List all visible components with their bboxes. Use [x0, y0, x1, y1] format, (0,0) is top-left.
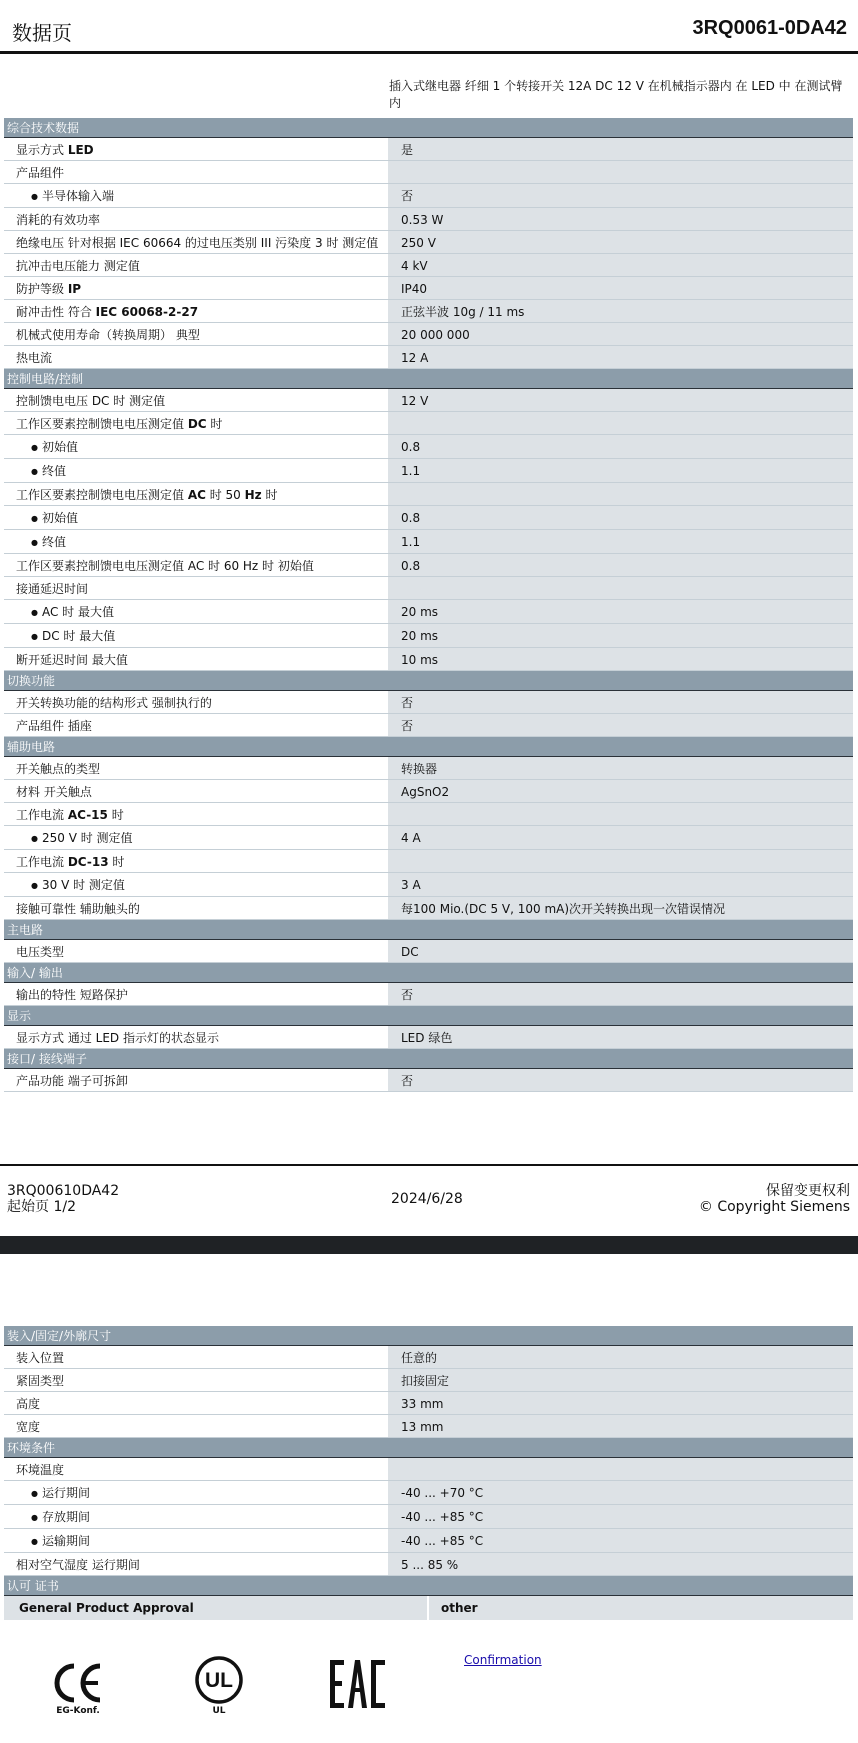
row-value: 4 A [388, 826, 853, 849]
row-label: 控制馈电电压 DC 时 测定值 [4, 389, 388, 411]
row-label: 电压类型 [4, 940, 388, 962]
table-row [4, 1392, 853, 1415]
row-value: AgSnO2 [388, 780, 853, 802]
row-value: 否 [388, 1069, 853, 1091]
row-value: 1.1 [388, 530, 853, 553]
row-value: 否 [388, 714, 853, 736]
row-value: 0.8 [388, 506, 853, 529]
row-label: 显示方式 LED [4, 138, 388, 160]
page-footer [0, 1164, 858, 1226]
row-label: ● 终值 [4, 459, 388, 482]
table-row [4, 600, 853, 624]
table-row [4, 1346, 853, 1369]
row-label: 工作区要素控制馈电电压测定值 AC 时 60 Hz 时 初始值 [4, 554, 388, 576]
table-row [4, 1369, 853, 1392]
row-label: 产品组件 插座 [4, 714, 388, 736]
row-label: 断开延迟时间 最大值 [4, 648, 388, 670]
row-label: ● 存放期间 [4, 1505, 388, 1528]
section-header-general: 综合技术数据 [4, 118, 853, 138]
table-row [4, 873, 853, 897]
row-value [388, 1458, 853, 1480]
row-label: 工作区要素控制馈电电压测定值 AC 时 50 Hz 时 [4, 483, 388, 505]
table-row [4, 435, 853, 459]
cert-col-general: General Product Approval [4, 1596, 429, 1620]
table-row [4, 850, 853, 873]
spec-table-page2 [4, 1326, 853, 1620]
row-label: 热电流 [4, 346, 388, 368]
row-label: 接触可靠性 辅助触头的 [4, 897, 388, 919]
section-header-control: 控制电路/控制 [4, 369, 853, 389]
row-label: 相对空气湿度 运行期间 [4, 1553, 388, 1575]
row-value: 0.8 [388, 554, 853, 576]
page-header [0, 0, 858, 54]
row-label: 显示方式 通过 LED 指示灯的状态显示 [4, 1026, 388, 1048]
table-row [4, 412, 853, 435]
row-value [388, 483, 853, 505]
row-label: ● 初始值 [4, 506, 388, 529]
table-row [4, 780, 853, 803]
table-row [4, 897, 853, 920]
table-row [4, 277, 853, 300]
row-label: 抗冲击电压能力 测定值 [4, 254, 388, 276]
row-value: DC [388, 940, 853, 962]
table-row [4, 530, 853, 554]
row-value: -40 ... +85 °C [388, 1505, 853, 1528]
ce-mark-icon [48, 1658, 108, 1718]
row-label: 工作区要素控制馈电电压测定值 DC 时 [4, 412, 388, 434]
section-header-switching: 切换功能 [4, 671, 853, 691]
row-label: 紧固类型 [4, 1369, 388, 1391]
row-value: 3 A [388, 873, 853, 896]
row-value: LED 绿色 [388, 1026, 853, 1048]
row-label: ● 初始值 [4, 435, 388, 458]
table-row [4, 940, 853, 963]
cert-col-other: other [441, 1601, 478, 1615]
row-label: ● 终值 [4, 530, 388, 553]
section-header-display: 显示 [4, 1006, 853, 1026]
eac-mark-icon [328, 1658, 388, 1710]
footer-rights: 保留变更权利 [766, 1183, 850, 1199]
row-value: 否 [388, 691, 853, 713]
table-row [4, 323, 853, 346]
row-label: 开关触点的类型 [4, 757, 388, 779]
section-header-cert: 认可 证书 [4, 1576, 853, 1596]
row-label: 产品功能 端子可拆卸 [4, 1069, 388, 1091]
table-row [4, 757, 853, 780]
table-row [4, 1553, 853, 1576]
row-label: 宽度 [4, 1415, 388, 1437]
row-value: 33 mm [388, 1392, 853, 1414]
table-row [4, 1415, 853, 1438]
row-value: 20 ms [388, 600, 853, 623]
page-separator [0, 1236, 858, 1254]
section-header-aux: 辅助电路 [4, 737, 853, 757]
ul-mark-icon [193, 1654, 245, 1718]
footer-code: 3RQ00610DA42 [7, 1183, 120, 1199]
row-value: 5 ... 85 % [388, 1553, 853, 1575]
table-row [4, 714, 853, 737]
row-label: 输出的特性 短路保护 [4, 983, 388, 1005]
row-label: 机械式使用寿命（转换周期） 典型 [4, 323, 388, 345]
row-value: 否 [388, 983, 853, 1005]
ce-caption: EG-Konf. [56, 1706, 100, 1716]
table-row [4, 389, 853, 412]
approval-logos [0, 1652, 858, 1742]
footer-copyright: © Copyright Siemens [698, 1199, 850, 1215]
table-row [4, 506, 853, 530]
product-code: 3RQ0061-0DA42 [692, 17, 847, 39]
row-label: 材料 开关触点 [4, 780, 388, 802]
footer-left [7, 1183, 119, 1215]
row-label: 开关转换功能的结构形式 强制执行的 [4, 691, 388, 713]
table-row [4, 231, 853, 254]
table-row [4, 691, 853, 714]
table-row [4, 1505, 853, 1529]
table-row [4, 624, 853, 648]
row-label: 环境温度 [4, 1458, 388, 1480]
row-value [388, 161, 853, 183]
section-header-mount: 装入/固定/外廓尺寸 [4, 1326, 853, 1346]
row-value: 转换器 [388, 757, 853, 779]
row-value: 20 000 000 [388, 323, 853, 345]
table-row [4, 1069, 853, 1092]
table-row [4, 208, 853, 231]
row-value: 20 ms [388, 624, 853, 647]
row-value: -40 ... +85 °C [388, 1529, 853, 1552]
confirmation-link[interactable]: Confirmation [464, 1653, 542, 1667]
table-row [4, 554, 853, 577]
row-value: 1.1 [388, 459, 853, 482]
section-header-main: 主电路 [4, 920, 853, 940]
row-label: 防护等级 IP [4, 277, 388, 299]
row-label: 耐冲击性 符合 IEC 60068-2-27 [4, 300, 388, 322]
table-row [4, 184, 853, 208]
section-header-env: 环境条件 [4, 1438, 853, 1458]
row-value: 0.53 W [388, 208, 853, 230]
row-label: 工作电流 AC-15 时 [4, 803, 388, 825]
row-value [388, 412, 853, 434]
row-label: ● 运行期间 [4, 1481, 388, 1504]
row-value: 10 ms [388, 648, 853, 670]
footer-date: 2024/6/28 [391, 1191, 463, 1207]
table-row [4, 1481, 853, 1505]
table-row [4, 138, 853, 161]
section-header-interface: 接口/ 接线端子 [4, 1049, 853, 1069]
row-value: 每100 Mio.(DC 5 V, 100 mA)次开关转换出现一次错误情况 [388, 897, 853, 919]
table-row [4, 648, 853, 671]
spec-table-page1 [4, 118, 853, 1092]
cert-table-header [4, 1596, 853, 1620]
footer-right [699, 1183, 850, 1215]
product-description: 插入式继电器 纤细 1 个转接开关 12A DC 12 V 在机械指示器内 在 LED 中 在测试臂内 [389, 79, 843, 110]
table-row [4, 161, 853, 184]
table-row [4, 1026, 853, 1049]
row-value: 0.8 [388, 435, 853, 458]
table-row [4, 577, 853, 600]
row-value: 250 V [388, 231, 853, 253]
row-value: 12 A [388, 346, 853, 368]
table-row [4, 1529, 853, 1553]
row-label: 高度 [4, 1392, 388, 1414]
row-label: 绝缘电压 针对根据 IEC 60664 的过电压类别 III 污染度 3 时 测定值 [4, 231, 388, 253]
row-label: 装入位置 [4, 1346, 388, 1368]
table-row [4, 803, 853, 826]
row-value [388, 803, 853, 825]
row-value: 正弦半波 10g / 11 ms [388, 300, 853, 322]
section-header-io: 输入/ 输出 [4, 963, 853, 983]
footer-page: 起始页 1/2 [7, 1199, 76, 1215]
table-row [4, 346, 853, 369]
row-label: 消耗的有效功率 [4, 208, 388, 230]
row-label: 接通延迟时间 [4, 577, 388, 599]
row-label: ● AC 时 最大值 [4, 600, 388, 623]
svg-text:UL: UL [205, 1669, 233, 1692]
table-row [4, 826, 853, 850]
ul-caption: UL [212, 1706, 226, 1716]
row-label: ● 250 V 时 测定值 [4, 826, 388, 849]
row-value: 13 mm [388, 1415, 853, 1437]
table-row [4, 1458, 853, 1481]
row-value: 任意的 [388, 1346, 853, 1368]
table-row [4, 983, 853, 1006]
row-value: 4 kV [388, 254, 853, 276]
row-label: ● 运输期间 [4, 1529, 388, 1552]
row-label: 产品组件 [4, 161, 388, 183]
table-row [4, 254, 853, 277]
table-row [4, 300, 853, 323]
row-label: 工作电流 DC-13 时 [4, 850, 388, 872]
row-value [388, 850, 853, 872]
page-title: 数据页 [12, 21, 72, 45]
table-row [4, 483, 853, 506]
row-value: 否 [388, 184, 853, 207]
row-value: 是 [388, 138, 853, 160]
row-value: 扣接固定 [388, 1369, 853, 1391]
row-value: -40 ... +70 °C [388, 1481, 853, 1504]
row-label: ● 30 V 时 测定值 [4, 873, 388, 896]
row-value [388, 577, 853, 599]
row-label: ● 半导体输入端 [4, 184, 388, 207]
table-row [4, 459, 853, 483]
row-label: ● DC 时 最大值 [4, 624, 388, 647]
row-value: 12 V [388, 389, 853, 411]
row-value: IP40 [388, 277, 853, 299]
